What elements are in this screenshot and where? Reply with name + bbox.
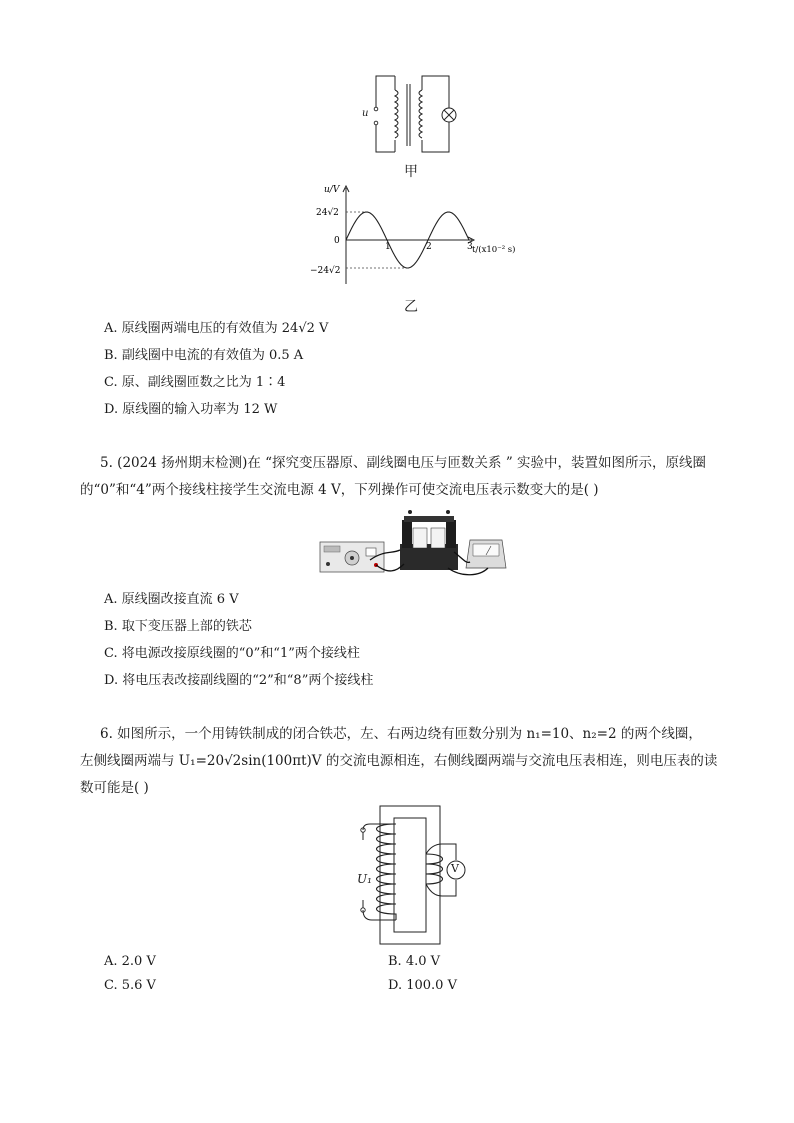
x-axis-label: t/(x10⁻² s) xyxy=(472,245,516,255)
x-tick-label: 1 xyxy=(385,242,391,252)
q6-line3: 数可能是( ) xyxy=(80,780,149,796)
q4-option-a[interactable]: A. 原线圈两端电压的有效值为 24√2 V xyxy=(104,321,329,336)
q4-option-c[interactable]: C. 原、副线圈匝数之比为 1∶4 xyxy=(104,375,286,390)
q6-option-c[interactable]: C. 5.6 V xyxy=(104,978,156,993)
q4-option-d[interactable]: D. 原线圈的输入功率为 12 W xyxy=(104,402,278,417)
y-axis-label: u/V xyxy=(324,185,340,195)
q6-line1: 6. 如图所示，一个用铸铁制成的闭合铁芯，左、右两边绕有匝数分别为 n₁=10、n₂=2 的两个线圈， xyxy=(100,726,702,742)
caption-yi: 乙 xyxy=(404,299,418,315)
figure-yi-chart xyxy=(300,180,520,290)
q5-stem xyxy=(100,450,730,476)
y-max-label: 24√2 xyxy=(316,208,339,218)
q5-option-b[interactable]: B. 取下变压器上部的铁芯 xyxy=(104,619,252,634)
y-min-label: −24√2 xyxy=(310,266,341,276)
q6-option-b[interactable]: B. 4.0 V xyxy=(388,954,441,969)
q5-line2: 的“0”和“4”两个接线柱接学生交流电源 4 V，下列操作可使交流电压表示数变大的是( ) xyxy=(80,482,599,498)
q6-option-a[interactable]: A. 2.0 V xyxy=(104,954,156,969)
q6-line2: 左侧线圈两端与 U₁=20√2sin(100πt)V 的交流电源相连，右侧线圈两端与交流电压表相连，则电压表的读 xyxy=(80,753,718,769)
figure-jia-circuit xyxy=(360,72,460,156)
q4-option-b[interactable]: B. 副线圈中电流的有效值为 0.5 A xyxy=(104,348,304,363)
q6-option-d[interactable]: D. 100.0 V xyxy=(388,978,457,993)
x-tick-label: 2 xyxy=(426,242,432,252)
fig-label-v: V xyxy=(451,862,459,875)
x-tick-label: 3 xyxy=(467,242,473,252)
q5-stem-cont xyxy=(80,477,720,503)
label-u: u xyxy=(362,108,369,119)
q5-option-c[interactable]: C. 将电源改接原线圈的“0”和“1”两个接线柱 xyxy=(104,646,360,661)
q5-apparatus-figure xyxy=(318,510,508,580)
fig-label-u1: U₁ xyxy=(357,872,372,886)
q5-option-d[interactable]: D. 将电压表改接副线圈的“2”和“8”两个接线柱 xyxy=(104,673,374,688)
origin-label: 0 xyxy=(334,236,340,246)
q5-option-a[interactable]: A. 原线圈改接直流 6 V xyxy=(104,592,239,607)
q5-line1: 5. (2024 扬州期末检测)在 “探究变压器原、副线圈电压与匝数关系 ” 实验中，装置如图所示，原线圈 xyxy=(100,455,707,471)
caption-jia: 甲 xyxy=(404,164,418,180)
iron-core xyxy=(380,806,440,944)
